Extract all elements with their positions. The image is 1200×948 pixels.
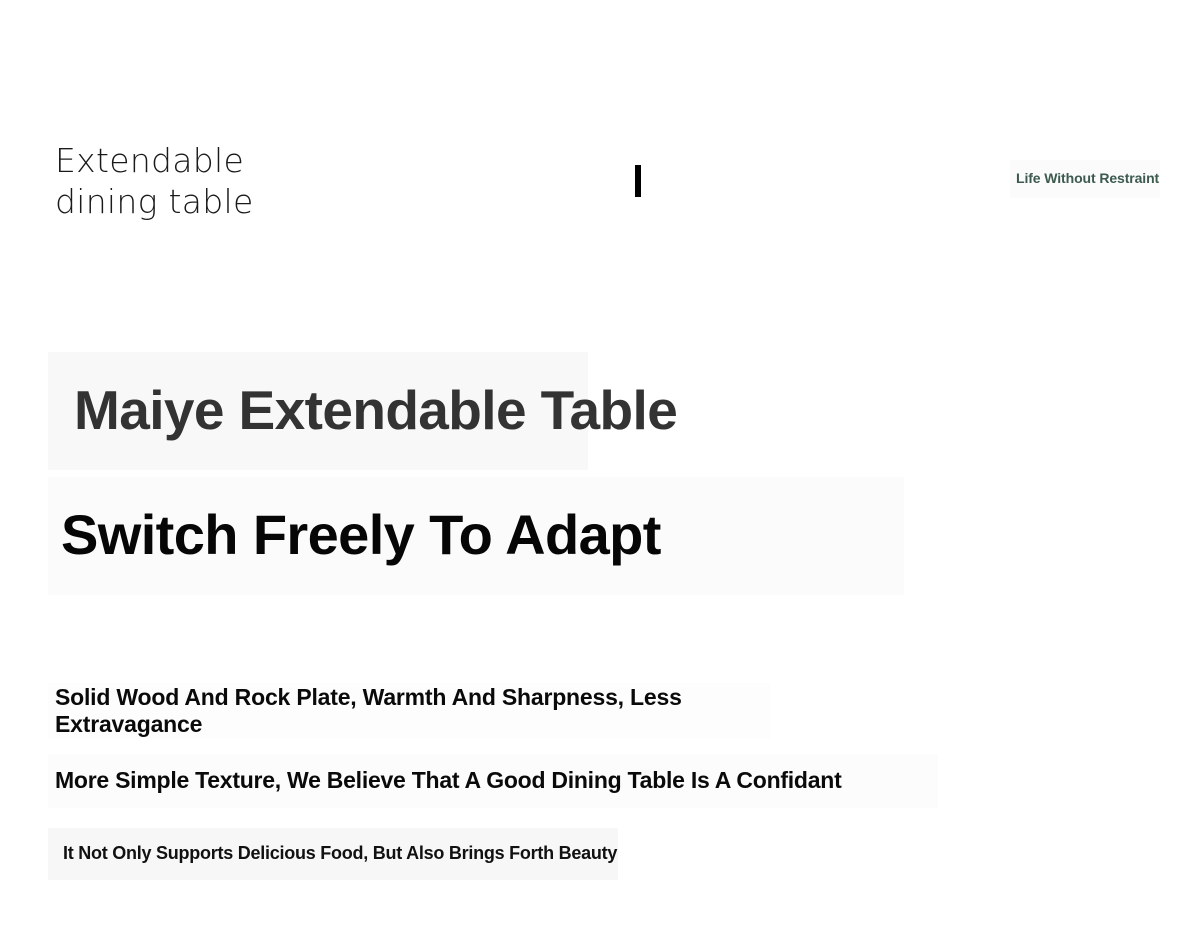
slogan-badge	[1010, 160, 1160, 198]
description-line-2: More Simple Texture, We Believe That A Good Dining Table Is A Confidant	[55, 767, 842, 793]
product-category-heading	[55, 140, 254, 222]
product-category-line-1: Extendable	[55, 141, 245, 180]
product-category-line-2: dining table	[55, 182, 254, 221]
product-subtitle: Switch Freely To Adapt	[61, 503, 661, 566]
description-line-1: Solid Wood And Rock Plate, Warmth And Sharpness, Less Extravagance	[55, 684, 682, 737]
description-line-3: It Not Only Supports Delicious Food, But Also Brings Forth Beauty	[63, 843, 618, 863]
product-title: Maiye Extendable Table	[74, 379, 678, 441]
slogan-text: Life Without Restraint	[1016, 170, 1160, 186]
vertical-divider-mark	[635, 165, 641, 197]
